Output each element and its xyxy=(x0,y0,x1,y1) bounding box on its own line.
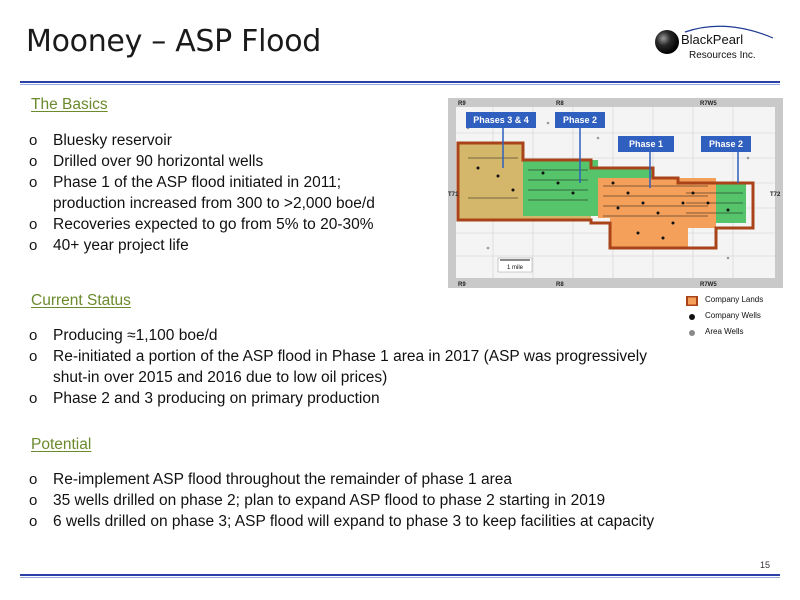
phase2-right-label: Phase 2 xyxy=(708,139,744,149)
list-item: o Re-initiated a portion of the ASP flood in Phase 1 area in 2017 (ASP was progressively xyxy=(29,348,647,365)
page-title: Mooney – ASP Flood xyxy=(26,24,322,59)
header-divider-light xyxy=(20,84,780,85)
township-label-t71: T71 xyxy=(448,192,459,198)
bullet-circle-icon: o xyxy=(29,348,38,365)
range-label-r9-bottom: R9 xyxy=(458,282,466,288)
list-item: o Phase 1 of the ASP flood initiated in 2011; xyxy=(29,174,342,191)
list-item: o Bluesky reservoir xyxy=(29,132,172,149)
list-item-continuation: production increased from 300 to >2,000 boe/d xyxy=(53,195,375,212)
range-label-r8-top: R8 xyxy=(556,101,564,107)
list-item-continuation: shut-in over 2015 and 2016 due to low oil prices) xyxy=(53,369,388,386)
range-label-r8-bottom: R8 xyxy=(556,282,564,288)
bullet-circle-icon: o xyxy=(29,132,38,149)
phases34-label: Phases 3 & 4 xyxy=(473,115,529,125)
svg-text:Resources Inc.: Resources Inc. xyxy=(689,50,756,61)
phase1-label: Phase 1 xyxy=(628,139,664,149)
list-item: o 35 wells drilled on phase 2; plan to expand ASP flood to phase 2 starting in 2019 xyxy=(29,492,606,509)
basics-list xyxy=(29,130,375,256)
company-logo xyxy=(651,20,779,70)
bullet-circle-icon: o xyxy=(29,471,38,488)
bullet-circle-icon: o xyxy=(29,153,38,170)
grey-dot-icon xyxy=(686,328,698,338)
list-item: o 40+ year project life xyxy=(29,237,189,254)
potential-list xyxy=(29,469,654,532)
range-label-r7w5-bottom: R7W5 xyxy=(700,282,717,288)
bullet-circle-icon: o xyxy=(29,390,38,407)
bullet-circle-icon: o xyxy=(29,237,38,254)
township-label-t72: T72 xyxy=(770,192,781,198)
list-item: o Drilled over 90 horizontal wells xyxy=(29,153,264,170)
footer-divider xyxy=(20,574,780,576)
boundary-box-icon xyxy=(686,296,698,306)
current-status-list xyxy=(29,325,647,409)
list-item: o Phase 2 and 3 producing on primary production xyxy=(29,390,380,407)
page-number: 15 xyxy=(760,560,771,570)
bullet-circle-icon: o xyxy=(29,216,38,233)
phase-area-green-left xyxy=(523,160,598,216)
phase-map xyxy=(448,98,783,288)
list-item: o 6 wells drilled on phase 3; ASP flood will expand to phase 3 to keep facilities at capacity xyxy=(29,513,655,530)
header-divider xyxy=(20,81,780,83)
black-dot-icon xyxy=(686,312,698,322)
range-label-r7w5-top: R7W5 xyxy=(700,101,717,107)
svg-text:BlackPearl: BlackPearl xyxy=(681,32,744,47)
footer-divider-light xyxy=(20,577,780,578)
phase2-top-label: Phase 2 xyxy=(562,115,598,125)
section-heading-potential: Potential xyxy=(31,436,92,453)
scale-label: 1 mile xyxy=(506,265,524,271)
list-item: o Producing ≈1,100 boe/d xyxy=(29,327,218,344)
section-heading-current-status: Current Status xyxy=(31,292,131,309)
section-heading-basics: The Basics xyxy=(31,96,108,113)
pearl-icon xyxy=(655,30,679,54)
list-item: o Recoveries expected to go from 5% to 20-30% xyxy=(29,216,374,233)
range-label-r9-top: R9 xyxy=(458,101,466,107)
bullet-circle-icon: o xyxy=(29,513,38,530)
bullet-circle-icon: o xyxy=(29,492,38,509)
list-item: o Re-implement ASP flood throughout the remainder of phase 1 area xyxy=(29,471,512,488)
bullet-circle-icon: o xyxy=(29,327,38,344)
bullet-circle-icon: o xyxy=(29,174,38,191)
